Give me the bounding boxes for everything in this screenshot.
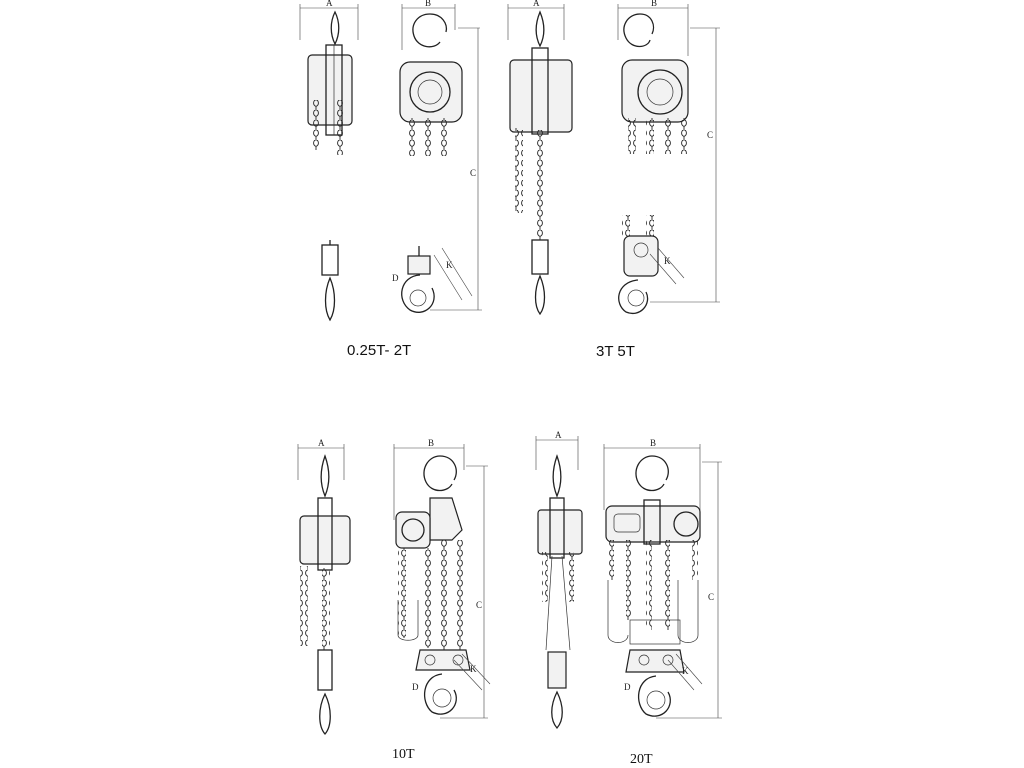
drawing-group-medium: [508, 0, 720, 314]
dim-label-b: B: [428, 438, 435, 448]
caption-20t: 20T: [630, 752, 653, 767]
dim-label-a: A: [318, 438, 325, 448]
dim-label-k: K: [664, 256, 671, 266]
dim-label-a: A: [555, 430, 562, 440]
side-view-20t: [536, 430, 582, 728]
dim-label-d: D: [624, 682, 631, 692]
caption-medium-capacity: 3T 5T: [596, 343, 635, 360]
front-view-small: [392, 0, 482, 312]
front-view-20t: [604, 438, 722, 718]
dim-label-b: B: [651, 0, 658, 8]
dim-label-b: B: [425, 0, 432, 8]
dim-label-k: K: [446, 260, 453, 270]
drawing-group-20t: [536, 430, 722, 728]
side-view-10t: [298, 438, 350, 734]
dim-label-a: A: [533, 0, 540, 8]
dim-label-c: C: [476, 600, 483, 610]
dim-label-a: A: [326, 0, 333, 8]
front-view-10t: [394, 438, 490, 718]
front-view-medium: [618, 0, 720, 313]
dim-label-k: K: [682, 666, 689, 676]
dim-label-c: C: [707, 130, 714, 140]
caption-small-capacity: 0.25T- 2T: [347, 342, 412, 359]
drawing-group-small: [300, 0, 482, 320]
dim-label-b: B: [650, 438, 657, 448]
dim-label-c: C: [708, 592, 715, 602]
dim-label-k: K: [470, 664, 477, 674]
drawing-group-10t: [298, 438, 490, 734]
caption-10t: 10T: [392, 747, 415, 762]
dim-label-d: D: [392, 273, 399, 283]
side-view-medium: [508, 0, 572, 314]
side-view-small: [300, 0, 358, 320]
dim-label-c: C: [470, 168, 477, 178]
dim-label-d: D: [412, 682, 419, 692]
